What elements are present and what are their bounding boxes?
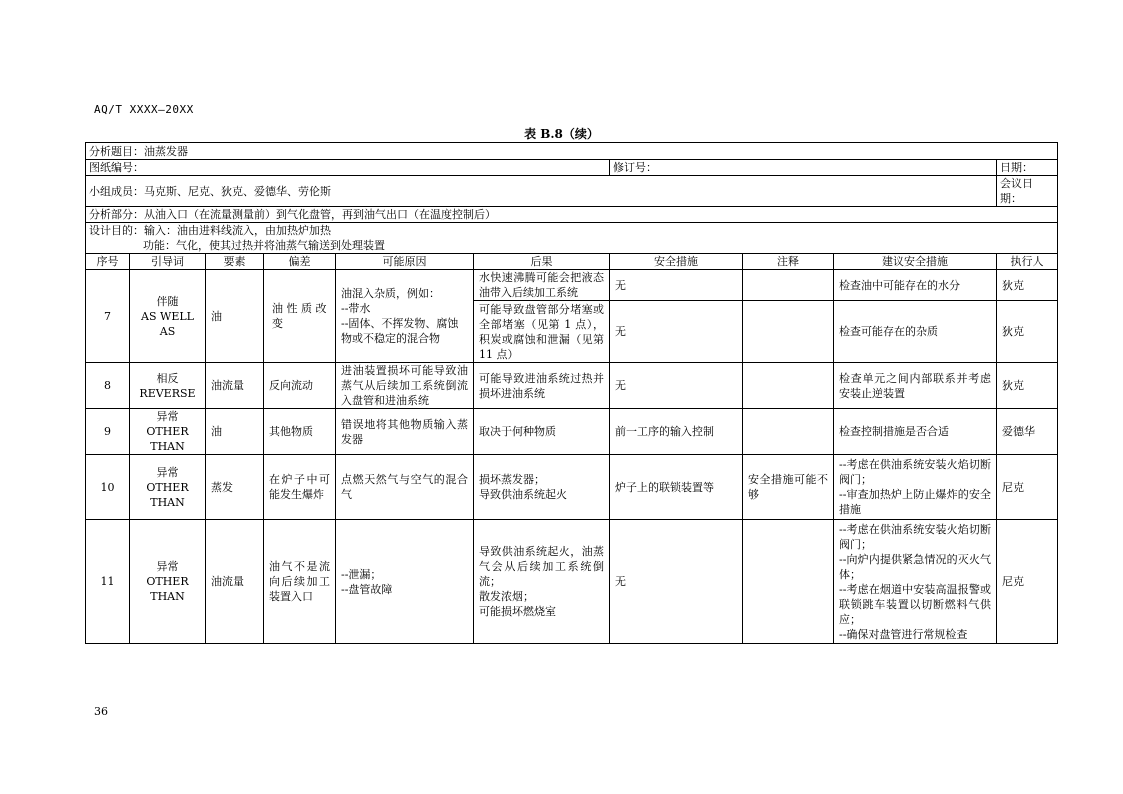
analysis-topic: 分析题目：油蒸发器 [86, 143, 1058, 160]
row-number: 9 [86, 409, 130, 455]
col-header-cause: 可能原因 [336, 254, 474, 270]
note-cell: 安全措施可能不够 [743, 455, 834, 520]
cause-cell: --泄漏； --盘管故障 [336, 520, 474, 644]
row-number: 7 [86, 270, 130, 363]
owner-cell: 尼克 [997, 520, 1058, 644]
design-purpose-input: 设计目的：输入：油由进料线流入，由加热炉加热 [89, 224, 331, 237]
col-header-consequence: 后果 [474, 254, 610, 270]
consequence-cell: 可能导致进油系统过热并损坏进油系统 [474, 363, 610, 409]
consequence-cell: 导致供油系统起火，油蒸气会从后续加工系统倒流； 散发浓烟； 可能损坏燃烧室 [474, 520, 610, 644]
drawing-number: 图纸编号： [86, 160, 610, 176]
recommendation-cell: 检查可能存在的杂质 [834, 301, 997, 363]
row-number: 8 [86, 363, 130, 409]
row-number: 10 [86, 455, 130, 520]
col-header-element: 要素 [206, 254, 264, 270]
cause-cell: 油混入杂质，例如： --带水 --固体、不挥发物、腐蚀物或不稳定的混合物 [336, 270, 474, 363]
deviation-cell: 油 性 质 改 变 [264, 270, 336, 363]
table-title: 表 B.8（续） [524, 127, 599, 141]
note-cell [743, 301, 834, 363]
document-code: AQ/T XXXX—20XX [94, 103, 194, 116]
consequence-cell: 水快速沸腾可能会把液态油带入后续加工系统 [474, 270, 610, 301]
element-cell: 蒸发 [206, 455, 264, 520]
guideword-cell: 伴随 AS WELL AS [130, 270, 206, 363]
owner-cell: 尼克 [997, 455, 1058, 520]
col-header-recommendation: 建议安全措施 [834, 254, 997, 270]
row-number: 11 [86, 520, 130, 644]
consequence-cell: 损坏蒸发器； 导致供油系统起火 [474, 455, 610, 520]
table-row [86, 520, 1058, 644]
date-field: 日期： [997, 160, 1058, 176]
meeting-date: 会议日期： [997, 176, 1058, 207]
recommendation-cell: 检查油中可能存在的水分 [834, 270, 997, 301]
owner-cell: 爱德华 [997, 409, 1058, 455]
note-cell [743, 520, 834, 644]
deviation-cell: 油气不是流向后续加工装置入口 [264, 520, 336, 644]
design-purpose-function: 功能：气化，使其过热并将油蒸气输送到处理装置 [143, 239, 385, 252]
guideword-cell: 异常 OTHER THAN [130, 520, 206, 644]
safeguard-cell: 无 [610, 363, 743, 409]
col-header-note: 注释 [743, 254, 834, 270]
table-row [86, 455, 1058, 520]
safeguard-cell: 无 [610, 520, 743, 644]
analysis-part: 分析部分：从油入口（在流量测量前）到气化盘管，再到油气出口（在温度控制后） [86, 207, 1058, 223]
recommendation-cell: --考虑在供油系统安装火焰切断阀门； --向炉内提供紧急情况的灭火气体； --考虑在烟道中安装高温报警或联锁跳车装置以切断燃料气供应； --确保对盘管进行常规检查 [834, 520, 997, 644]
note-cell [743, 363, 834, 409]
cause-cell: 点燃天然气与空气的混合气 [336, 455, 474, 520]
col-header-deviation: 偏差 [264, 254, 336, 270]
safeguard-cell: 无 [610, 270, 743, 301]
design-purpose [86, 223, 1058, 254]
recommendation-cell: 检查控制措施是否合适 [834, 409, 997, 455]
team-members: 小组成员：马克斯、尼克、狄克、爱德华、劳伦斯 [86, 176, 997, 207]
col-header-no: 序号 [86, 254, 130, 270]
table-row [86, 363, 1058, 409]
note-cell [743, 270, 834, 301]
col-header-guideword: 引导词 [130, 254, 206, 270]
table-row [86, 270, 1058, 301]
deviation-cell: 其他物质 [264, 409, 336, 455]
element-cell: 油流量 [206, 520, 264, 644]
note-cell [743, 409, 834, 455]
safeguard-cell: 前一工序的输入控制 [610, 409, 743, 455]
owner-cell: 狄克 [997, 270, 1058, 301]
recommendation-cell: --考虑在供油系统安装火焰切断阀门； --审查加热炉上防止爆炸的安全措施 [834, 455, 997, 520]
cause-cell: 进油装置损坏可能导致油蒸气从后续加工系统倒流入盘管和进油系统 [336, 363, 474, 409]
revision-number: 修订号： [610, 160, 997, 176]
col-header-safeguard: 安全措施 [610, 254, 743, 270]
owner-cell: 狄克 [997, 301, 1058, 363]
consequence-cell: 取决于何种物质 [474, 409, 610, 455]
guideword-cell: 异常 OTHER THAN [130, 409, 206, 455]
safeguard-cell: 炉子上的联锁装置等 [610, 455, 743, 520]
element-cell: 油 [206, 409, 264, 455]
table-header-row [86, 254, 1058, 270]
page-number: 36 [94, 705, 108, 718]
owner-cell: 狄克 [997, 363, 1058, 409]
col-header-owner: 执行人 [997, 254, 1058, 270]
deviation-cell: 在炉子中可能发生爆炸 [264, 455, 336, 520]
consequence-cell: 可能导致盘管部分堵塞或全部堵塞（见第 1 点），积炭或腐蚀和泄漏（见第 11 点） [474, 301, 610, 363]
deviation-cell: 反向流动 [264, 363, 336, 409]
guideword-cell: 相反 REVERSE [130, 363, 206, 409]
table-row [86, 409, 1058, 455]
hazop-table [85, 142, 1058, 644]
recommendation-cell: 检查单元之间内部联系并考虑安装止逆装置 [834, 363, 997, 409]
cause-cell: 错误地将其他物质输入蒸发器 [336, 409, 474, 455]
safeguard-cell: 无 [610, 301, 743, 363]
guideword-cell: 异常 OTHER THAN [130, 455, 206, 520]
element-cell: 油流量 [206, 363, 264, 409]
element-cell: 油 [206, 270, 264, 363]
